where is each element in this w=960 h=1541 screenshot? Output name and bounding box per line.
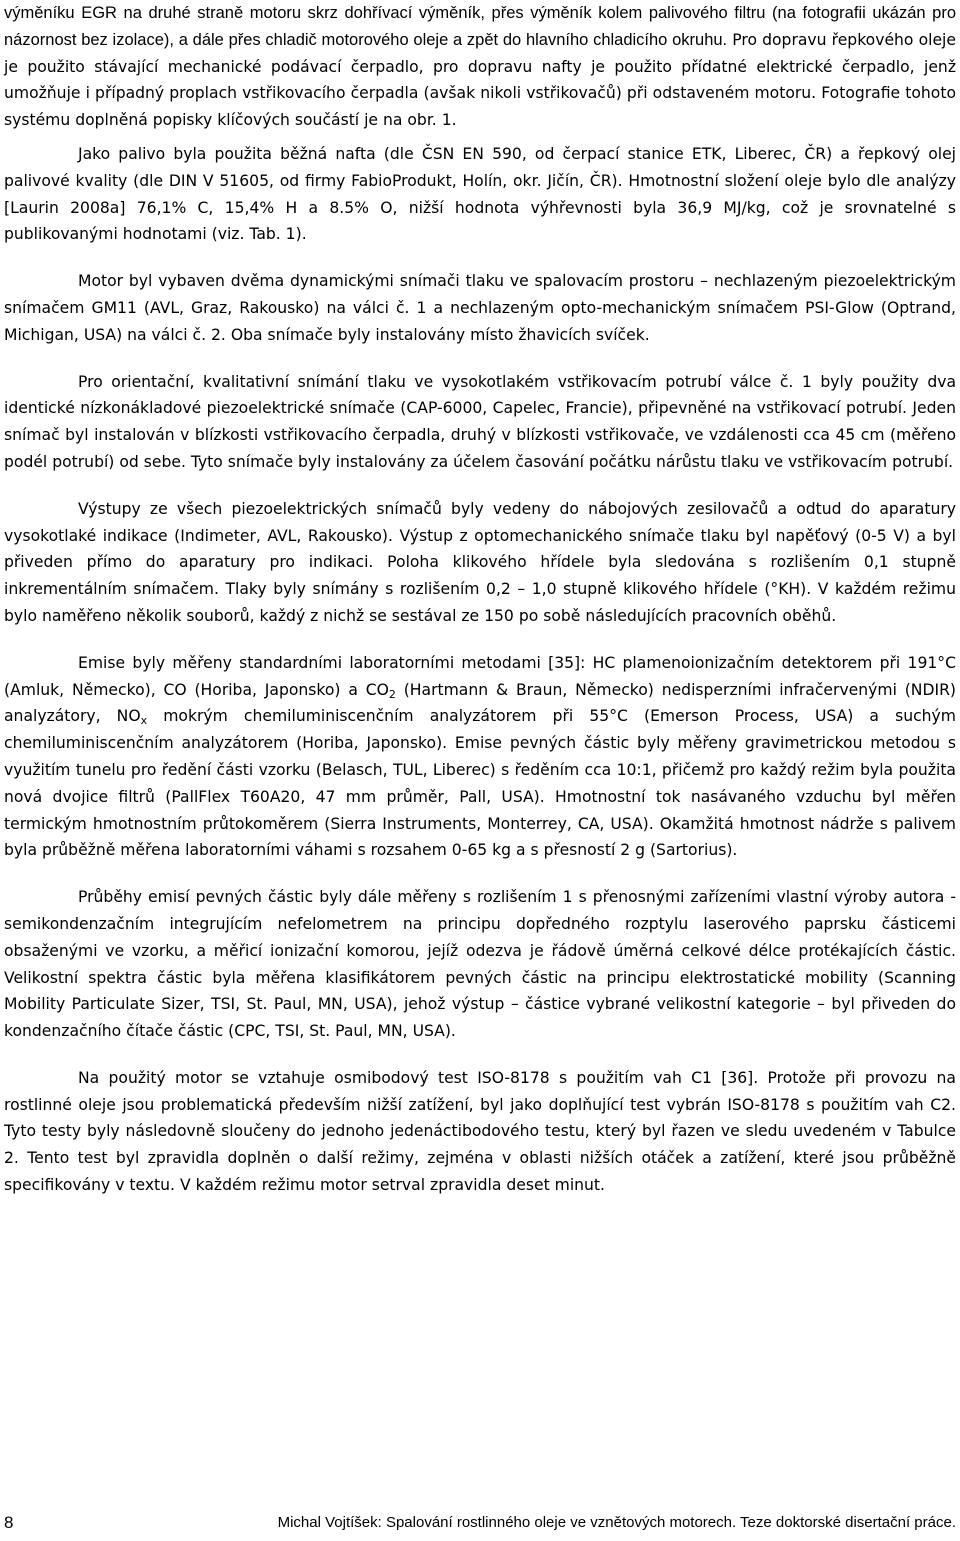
emissions-text-part-1: Emise byly měřeny standardními laboratorními metodami [35]: HC plamenoionizačním detektorem při 191°C (Amluk, Německo), CO (Horiba, Japonsko) a CO [4, 653, 956, 699]
paragraph-fuel-pumps-text: Pro dopravu řepkového oleje je použito stávající mechanické podávací čerpadlo, pro dopravu nafty je použito přídatné elektrické čerpadlo, jenž umožňuje i případný proplach vstřikovacího čerpadla (avšak nikoli vstřikovačů) při odstaveném motoru. Fotografie tohoto systému doplněná popisky klíčových součástí je na obr. 1. [4, 30, 956, 130]
emissions-text-part-3: mokrým chemiluminiscenčním analyzátorem při 55°C (Emerson Process, USA) a suchým chemiluminiscenčním analyzátorem (Horiba, Japonsko). Emise pevných částic byly měřeny gravimetrickou metodou s využitím tunelu pro ředění části vzorku (Belasch, TUL, Liberec) s ředěním cca 10:1, přičemž pro každý režim byla použita nová dvojice filtrů (PallFlex T60A20, 47 mm průměr, Pall, USA). Hmotnostní tok nasávaného vzduchu byl měřen termickým hmotnostním průtokoměrem (Sierra Instruments, Monterrey, CA, USA). Okamžitá hmotnost nádrže s palivem byla průběžně měřena laboratorními váhami s rozsahem 0-65 kg a s přesností 2 g (Sartorius). [4, 707, 956, 860]
co2-subscript: 2 [388, 687, 396, 701]
paragraph-particle-measurement: Průběhy emisí pevných částic byly dále měřeny s rozlišením 1 s přenosnými zařízeními vlastní výroby autora - semikondenzačním integrujícím nefelometrem na principu dopředného rozptylu laserového paprsku částicemi obsaženými ve vzorku, a měřicí ionizační komorou, jejíž odezva je řádově úměrná celkové délce protékajících částic. Velikostní spektra částic byla měřena klasifikátorem pevných částic na principu elektrostatické mobility (Scanning Mobility Particulate Sizer, TSI, St. Paul, MN, USA), jehož výstup – částice vybrané velikostní kategorie – byl přiveden do kondenzačního čítače částic (CPC, TSI, St. Paul, MN, USA). [4, 888, 956, 1041]
paragraph-test-cycle: Na použitý motor se vztahuje osmibodový test ISO-8178 s použitím vah C1 [36]. Protože při provozu na rostlinné oleje jsou problematická především nižší zatížení, byl jako doplňující test vybrán ISO-8178 s použitím vah C2. Tyto testy byly následovně sloučeny do jednoho jedenáctibodového testu, který byl řazen ve sledu uvedeném v Tabulce 2. Tento test byl zpravidla doplněn o další režimy, zejména v oblasti nižších otáček a zatížení, které jsou průběžně specifikovány v textu. V každém režimu motor setrval zpravidla deset minut. [4, 1068, 956, 1195]
paragraph-cooling-circuit-text: výměníku EGR na druhé straně motoru skrz dohřívací výměník, přes výměník kolem palivového filtru (na fotografii ukázán pro názornost bez izolace), a dále přes chladič motorového oleje a zpět do hlavního chladicího okruhu. [4, 4, 956, 49]
emissions-text-part-2: (Hartmann & Braun, Německo) nedisperzními infračervenými (NDIR) analyzátory, NO [4, 680, 957, 726]
paragraph-injection-line-sensors: Pro orientační, kvalitativní snímání tlaku ve vysokotlakém vstřikovacím potrubí válce č. 1 byly použity dva identické nízkonákladové piezoelektrické snímače (CAP-6000, Capelec, Francie), připevněné na vstřikovací potrubí. Jeden snímač byl instalován v blízkosti vstřikovacího čerpadla, druhý v blízkosti vstřikovače, ve vzdálenosti cca 45 cm (měřeno podél potrubí) od sebe. Tyto snímače byly instalovány za účelem časování počátku nárůstu tlaku ve vstřikovacím potrubí. [4, 372, 956, 471]
page-footer [4, 1512, 956, 1534]
paragraph-emissions-measurement [4, 650, 956, 864]
footer-citation: Michal Vojtíšek: Spalování rostlinného oleje ve vznětových motorech. Teze doktorské disertační práce. [277, 1514, 956, 1531]
document-page [4, 0, 956, 1199]
nox-subscript: x [140, 714, 148, 728]
paragraph-signal-acquisition: Výstupy ze všech piezoelektrických snímačů byly vedeny do nábojových zesilovačů a odtud do aparatury vysokotlaké indikace (Indimeter, AVL, Rakousko). Výstup z optomechanického snímače tlaku byl napěťový (0-5 V) a byl přiveden přímo do aparatury pro indikaci. Poloha klikového hřídele byla sledována s rozlišením 0,1 stupně inkrementálním snímačem. Tlaky byly snímány s rozlišením 0,2 – 1,0 stupně klikového hřídele (°KH). V každém režimu bylo naměřeno několik souborů, každý z nichž se sestával ze 150 po sobě následujících pracovních oběhů. [4, 499, 956, 625]
paragraph-cooling-circuit [4, 0, 956, 134]
page-number: 8 [4, 1513, 14, 1532]
paragraph-fuels: Jako palivo byla použita běžná nafta (dle ČSN EN 590, od čerpací stanice ETK, Liberec, ČR) a řepkový olej palivové kvality (dle DIN V 51605, od firmy FabioProdukt, Holín, okr. Jičín, ČR). Hmotnostní složení oleje bylo dle analýzy [Laurin 2008a] 76,1% C, 15,4% H a 8.5% O, nižší hodnota výhřevnosti byla 36,9 MJ/kg, což je srovnatelné s publikovanými hodnotami (viz. Tab. 1). [4, 144, 956, 244]
paragraph-pressure-sensors: Motor byl vybaven dvěma dynamickými snímači tlaku ve spalovacím prostoru – nechlazeným piezoelektrickým snímačem GM11 (AVL, Graz, Rakousko) na válci č. 1 a nechlazeným opto-mechanickým snímačem PSI-Glow (Optrand, Michigan, USA) na válci č. 2. Oba snímače byly instalovány místo žhavicích svíček. [4, 272, 956, 344]
